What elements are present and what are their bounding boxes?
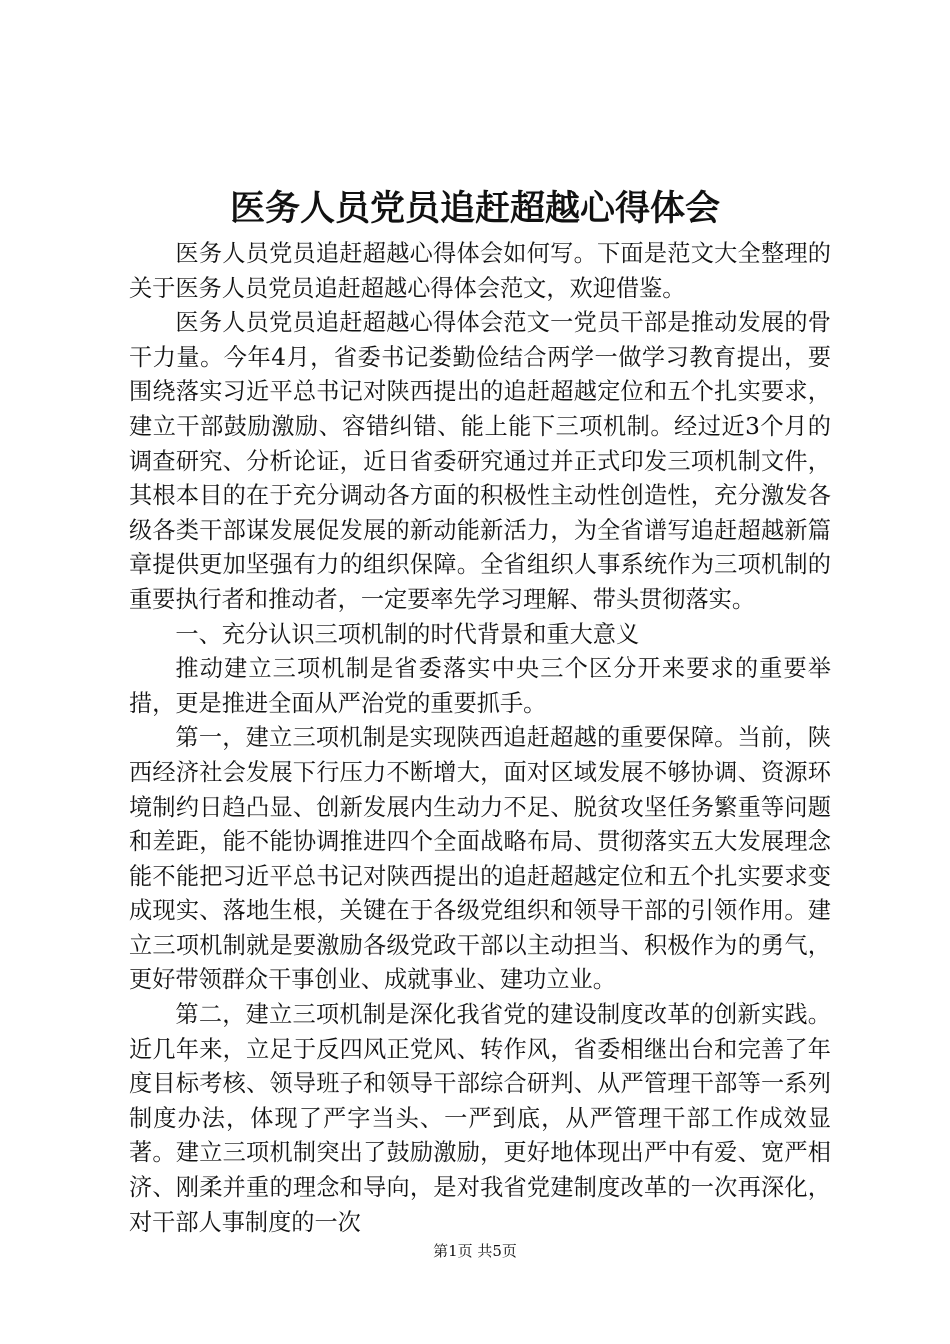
paragraph-sample-one: 医务人员党员追赶超越心得体会范文一党员干部是推动发展的骨干力量。今年4月，省委书记娄勤俭结合两学一做学习教育提出，要围绕落实习近平总书记对陕西提出的追赶超越定位和五个扎实要求，建立干部鼓励激励、容错纠错、能上能下三项机制。经过近3个月的调查研究、分析论证，近日省委研究通过并正式印发三项机制文件，其根本目的在于充分调动各方面的积极性主动性创造性，充分激发各级各类干部谋发展促发展的新动能新活力，为全省谱写追赶超越新篇章提供更加坚强有力的组织保障。全省组织人事系统作为三项机制的重要执行者和推动者，一定要率先学习理解、带头贯彻落实。: [129, 309, 831, 613]
document-body: [129, 237, 831, 1240]
section-heading-one: 一、充分认识三项机制的时代背景和重大意义: [175, 620, 640, 648]
page-number-footer: 第1页 共5页: [433, 1242, 517, 1260]
paragraph-intro: 医务人员党员追赶超越心得体会如何写。下面是范文大全整理的关于医务人员党员追赶超越心得体会范文，欢迎借鉴。: [129, 240, 831, 302]
paragraph-section-intro: 推动建立三项机制是省委落实中央三个区分开来要求的重要举措，更是推进全面从严治党的重要抓手。: [129, 655, 831, 717]
document-title: 医务人员党员追赶超越心得体会: [229, 188, 720, 229]
paragraph-point-one: 第一，建立三项机制是实现陕西追赶超越的重要保障。当前，陕西经济社会发展下行压力不断增大，面对区域发展不够协调、资源环境制约日趋凸显、创新发展内生动力不足、脱贫攻坚任务繁重等问题和差距，能不能协调推进四个全面战略布局、贯彻落实五大发展理念能不能把习近平总书记对陕西提出的追赶超越定位和五个扎实要求变成现实、落地生根，关键在于各级党组织和领导干部的引领作用。建立三项机制就是要激励各级党政干部以主动担当、积极作为的勇气，更好带领群众干事创业、成就事业、建功立业。: [129, 724, 831, 994]
paragraph-point-two: 第二，建立三项机制是深化我省党的建设制度改革的创新实践。近几年来，立足于反四风正党风、转作风，省委相继出台和完善了年度目标考核、领导班子和领导干部综合研判、从严管理干部等一系列制度办法，体现了严字当头、一严到底，从严管理干部工作成效显著。建立三项机制突出了鼓励激励，更好地体现出严中有爱、宽严相济、刚柔并重的理念和导向，是对我省党建制度改革的一次再深化，对干部人事制度的一次: [129, 1001, 831, 1236]
